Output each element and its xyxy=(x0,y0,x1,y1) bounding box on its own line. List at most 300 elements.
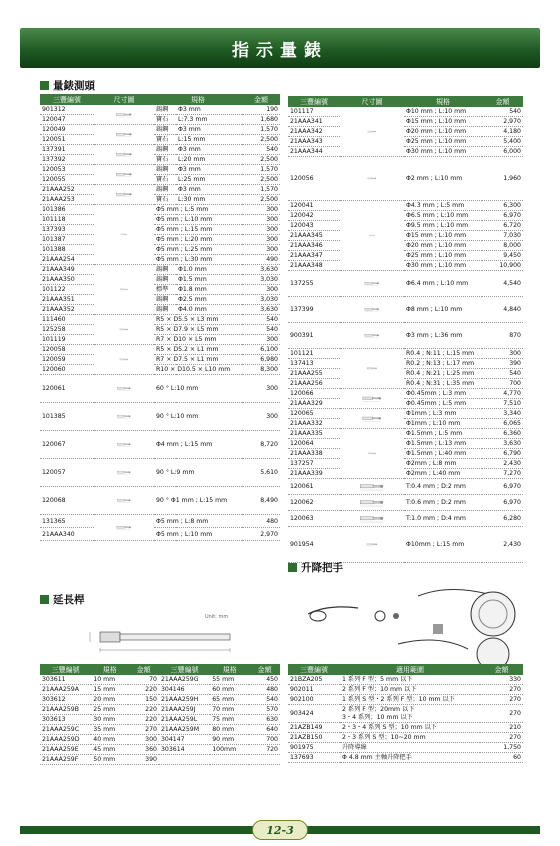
price-cell: 8,720 xyxy=(242,431,280,459)
application-cell: 升降導線 xyxy=(340,743,480,753)
page-number-text: 12-3 xyxy=(266,823,294,837)
price-cell: 3,630 xyxy=(482,439,523,449)
spec-cell: R0.4 ; N:11 ; L:15 mm xyxy=(404,349,482,359)
price-cell: 270 xyxy=(480,705,523,723)
table-row xyxy=(288,147,523,157)
table-row xyxy=(288,389,523,399)
table-row xyxy=(40,403,280,431)
spec-cell: T:0.4 mm ; D:2 mm xyxy=(404,479,482,495)
code-cell: 304147 xyxy=(159,735,210,745)
application-cell: 1 系列 F 型；5 mm 以下 xyxy=(340,675,480,685)
probe-drawing xyxy=(340,527,404,563)
price-cell: 60 xyxy=(480,753,523,763)
spec-cell: Φ3 mm xyxy=(176,105,242,115)
price-cell: 270 xyxy=(480,733,523,743)
code-cell: 120064 xyxy=(288,439,340,449)
probe-sketch xyxy=(94,468,154,477)
spec-cell: 90 ° L:9 mm xyxy=(154,459,242,487)
code-cell: 120042 xyxy=(288,211,340,221)
section-extension xyxy=(40,592,280,606)
spec-cell: Φ2.5 mm xyxy=(176,295,242,305)
spec-cell: L:25 mm xyxy=(176,175,242,185)
code-cell: 21AZB149 xyxy=(288,723,340,733)
table-row xyxy=(288,439,523,449)
code-cell: 21BZA205 xyxy=(288,675,340,685)
spec-cell: Φ6.4 mm ; L:10 mm xyxy=(404,271,482,297)
col-drawing: 尺寸圖 xyxy=(94,94,154,105)
table-row xyxy=(40,245,280,255)
table-row xyxy=(40,487,280,515)
application-cell: 2・3 系列 S 型；10~20 mm xyxy=(340,733,480,743)
spec-cell: Φ2mm ; L:8 mm xyxy=(404,459,482,469)
price-cell: 6,300 xyxy=(482,201,523,211)
probe-sketch xyxy=(340,305,404,314)
code-cell: 137413 xyxy=(288,359,340,369)
price-cell: 4,840 xyxy=(482,297,523,323)
material-cell: 寶石 xyxy=(154,115,176,125)
spec-cell: Φ4.0 mm xyxy=(176,305,242,315)
extension-rod-drawing xyxy=(40,608,280,670)
price-cell: 360 xyxy=(128,745,159,755)
probe-drawing xyxy=(94,125,154,145)
material-cell: 鎢鋼 xyxy=(154,275,176,285)
code-cell: 21AAA329 xyxy=(288,399,340,409)
price-cell: 270 xyxy=(128,725,159,735)
table-row xyxy=(40,335,280,345)
probe-sketch xyxy=(94,285,154,294)
spec-cell: Φ2mm ; L:40 mm xyxy=(404,469,482,479)
code-cell: 901954 xyxy=(288,527,340,563)
price-cell: 540 xyxy=(482,369,523,379)
price-cell: 3,030 xyxy=(242,295,280,305)
section-probes xyxy=(40,78,280,92)
table-row xyxy=(40,145,280,155)
probe-sketch xyxy=(94,440,154,449)
code-cell: 101121 xyxy=(288,349,340,359)
probe-drawing xyxy=(94,431,154,459)
material-cell: 鎢鋼 xyxy=(154,145,176,155)
table-row xyxy=(288,271,523,297)
table-row xyxy=(288,449,523,459)
table-row xyxy=(288,429,523,439)
spec-cell: Φ5 mm ; L:25 mm xyxy=(154,245,242,255)
table-row xyxy=(288,743,523,753)
application-cell: 2 系列 F 型；20mm 以下 3・4 系列；10 mm 以下 xyxy=(340,705,480,723)
table-row xyxy=(288,323,523,349)
table-row xyxy=(288,117,523,127)
col-application: 適用範圍 xyxy=(340,664,480,675)
spec-cell: Φ4 mm ; L:15 mm xyxy=(154,431,242,459)
table-row xyxy=(288,137,523,147)
spec-cell: Φ30 mm ; L:10 mm xyxy=(404,261,482,271)
table-row xyxy=(288,349,523,359)
price-cell: 540 xyxy=(249,695,280,705)
price-cell: 480 xyxy=(242,515,280,528)
price-cell: 300 xyxy=(242,245,280,255)
code-cell: 21AAA255 xyxy=(288,369,340,379)
price-cell: 300 xyxy=(242,403,280,431)
spec-cell: Φ5 mm ; L:10 mm xyxy=(154,215,242,225)
spec-cell: Φ10mm ; L:15 mm xyxy=(404,527,482,563)
code-cell: 21AAA259M xyxy=(159,725,210,735)
price-cell: 300 xyxy=(242,375,280,403)
price-cell: 2,500 xyxy=(242,195,280,205)
col-code: 三豐編號 xyxy=(288,664,340,675)
table-row xyxy=(40,185,280,195)
price-cell: 8,300 xyxy=(242,365,280,375)
material-cell: 寶石 xyxy=(154,155,176,165)
price-cell: 3,630 xyxy=(242,305,280,315)
code-cell: 120053 xyxy=(40,165,94,175)
code-cell: 903424 xyxy=(288,705,340,723)
probe-drawing xyxy=(94,487,154,515)
table-row xyxy=(288,695,523,705)
table-row xyxy=(40,105,280,115)
length-cell: 25 mm xyxy=(91,705,128,715)
col-price: 金額 xyxy=(242,94,280,105)
code-cell: 120051 xyxy=(40,135,94,145)
price-cell: 870 xyxy=(482,323,523,349)
spec-cell: Φ5 mm ; L:8 mm xyxy=(154,515,242,528)
code-cell: 901312 xyxy=(40,105,94,115)
spec-cell: Φ15 mm ; L:10 mm xyxy=(404,117,482,127)
probe-drawing xyxy=(340,157,404,201)
material-cell: 鎢鋼 xyxy=(154,305,176,315)
table-row xyxy=(40,528,280,541)
spec-cell: Φ5 mm ; L:10 mm xyxy=(154,528,242,541)
code-cell: 21AAA259F xyxy=(40,755,91,765)
price-cell: 7,510 xyxy=(482,399,523,409)
spec-cell: Φ6.5 mm ; L:10 mm xyxy=(404,211,482,221)
lifter-table xyxy=(288,664,523,763)
price-cell: 540 xyxy=(242,315,280,325)
price-cell: 2,500 xyxy=(242,155,280,165)
table-row xyxy=(288,527,523,563)
code-cell: 120061 xyxy=(288,479,340,495)
table-row xyxy=(40,355,280,365)
probe-drawing xyxy=(340,429,404,479)
table-row xyxy=(288,753,523,763)
table-header xyxy=(40,664,280,675)
length-cell: 75 mm xyxy=(210,715,249,725)
table-row xyxy=(40,195,280,205)
code-cell: 120062 xyxy=(288,495,340,511)
section-lifter xyxy=(288,560,523,574)
length-cell: 10 mm xyxy=(91,675,128,685)
table-row xyxy=(40,755,280,765)
code-cell: 120066 xyxy=(288,389,340,399)
probe-drawing xyxy=(94,459,154,487)
spec-cell: R0.4 ; N:21 ; L:25 mm xyxy=(404,369,482,379)
code-cell: 120043 xyxy=(288,221,340,231)
probe-drawing xyxy=(94,515,154,541)
code-cell: 101386 xyxy=(40,205,94,215)
table-row xyxy=(288,297,523,323)
price-cell: 270 xyxy=(480,685,523,695)
code-cell: 21AAA259J xyxy=(159,705,210,715)
price-cell: 540 xyxy=(242,325,280,335)
col-code: 三豐編號 xyxy=(40,94,94,105)
table-header xyxy=(288,664,523,675)
code-cell: 304146 xyxy=(159,685,210,695)
probe-sketch xyxy=(340,394,404,403)
code-cell: 120067 xyxy=(40,431,94,459)
material-cell: 寶石 xyxy=(154,195,176,205)
col-spec: 規格 xyxy=(154,94,242,105)
spec-cell: Φ4.3 mm ; L:5 mm xyxy=(404,201,482,211)
price-cell: 300 xyxy=(242,285,280,295)
spec-cell: Φ20 mm ; L:10 mm xyxy=(404,241,482,251)
price-cell: 6,065 xyxy=(482,419,523,429)
length-cell: 90 mm xyxy=(210,735,249,745)
price-cell: 6,100 xyxy=(242,345,280,355)
length-cell: 35 mm xyxy=(91,725,128,735)
price-cell: 220 xyxy=(128,705,159,715)
length-cell: 50 mm xyxy=(91,755,128,765)
price-cell: 6,360 xyxy=(482,429,523,439)
code-cell: 21AAA344 xyxy=(288,147,340,157)
code-cell: 21AAA259A xyxy=(40,685,91,695)
table-row xyxy=(40,375,280,403)
code-cell: 120068 xyxy=(40,487,94,515)
code-cell: 120047 xyxy=(40,115,94,125)
price-cell: 220 xyxy=(128,715,159,725)
code-cell: 21AAA259L xyxy=(159,715,210,725)
table-row xyxy=(40,745,280,755)
probe-drawing xyxy=(340,409,404,429)
price-cell: 4,770 xyxy=(482,389,523,399)
spec-cell: Φ3 mm xyxy=(176,125,242,135)
code-cell: 303612 xyxy=(40,695,91,705)
code-cell: 21AAA346 xyxy=(288,241,340,251)
code-cell: 901975 xyxy=(288,743,340,753)
table-row xyxy=(288,409,523,419)
code-cell: 111460 xyxy=(40,315,94,325)
code-cell: 902100 xyxy=(288,695,340,705)
probe-drawing xyxy=(340,323,404,349)
table-row xyxy=(288,107,523,117)
table-row xyxy=(288,241,523,251)
code-cell: 101388 xyxy=(40,245,94,255)
table-row xyxy=(288,459,523,469)
spec-cell: R5 × D5.2 × L1 mm xyxy=(154,345,242,355)
code-cell: 120065 xyxy=(288,409,340,419)
code-cell: 21AAA259H xyxy=(159,695,210,705)
table-row xyxy=(40,675,280,685)
table-row xyxy=(288,369,523,379)
table-row xyxy=(288,359,523,369)
price-cell: 390 xyxy=(128,755,159,765)
probe-drawing xyxy=(94,315,154,345)
table-row xyxy=(40,695,280,705)
spec-cell: Φ3 mm xyxy=(176,185,242,195)
table-row xyxy=(288,685,523,695)
probe-drawing xyxy=(94,375,154,403)
table-row xyxy=(288,733,523,743)
code-cell: 21AAA341 xyxy=(288,117,340,127)
code-cell: 120058 xyxy=(40,345,94,355)
probe-sketch xyxy=(340,231,404,240)
code-cell: 902011 xyxy=(288,685,340,695)
price-cell: 6,000 xyxy=(482,147,523,157)
table-row xyxy=(288,379,523,389)
table-row xyxy=(40,735,280,745)
col-price: 金額 xyxy=(480,664,523,675)
price-cell: 150 xyxy=(128,695,159,705)
code-cell: 21AAA254 xyxy=(40,255,94,265)
price-cell: 6,790 xyxy=(482,449,523,459)
price-cell: 300 xyxy=(242,215,280,225)
col-price: 金額 xyxy=(128,664,159,675)
price-cell: 7,270 xyxy=(482,469,523,479)
probe-sketch xyxy=(340,414,404,423)
table-row xyxy=(288,419,523,429)
table-header xyxy=(288,96,523,107)
table-row xyxy=(40,135,280,145)
table-row xyxy=(40,225,280,235)
table-row xyxy=(40,285,280,295)
code-cell: 137693 xyxy=(288,753,340,763)
probe-drawing xyxy=(94,403,154,431)
table-row xyxy=(40,315,280,325)
spec-cell: Φ25 mm ; L:10 mm xyxy=(404,251,482,261)
table-row xyxy=(40,459,280,487)
table-row xyxy=(40,345,280,355)
spec-cell: T:0.6 mm ; D:2 mm xyxy=(404,495,482,511)
spec-cell: Φ3 mm ; L:36 mm xyxy=(404,323,482,349)
table-row xyxy=(40,725,280,735)
code-cell: 21AAA335 xyxy=(288,429,340,439)
probe-sketch xyxy=(94,325,154,334)
table-row xyxy=(40,115,280,125)
unit-note: Unit: mm xyxy=(205,614,229,620)
probe-sketch xyxy=(94,384,154,393)
length-cell: 30 mm xyxy=(91,715,128,725)
material-cell: 鎢鋼 xyxy=(154,185,176,195)
probe-drawing xyxy=(94,185,154,205)
length-cell: 100mm xyxy=(210,745,249,755)
probe-sketch xyxy=(94,230,154,239)
probe-sketch xyxy=(340,498,404,507)
code-cell: 21AAA349 xyxy=(40,265,94,275)
spec-cell: Φ5 mm ; L:20 mm xyxy=(154,235,242,245)
price-cell: 640 xyxy=(249,725,280,735)
code-cell: 21AAA338 xyxy=(288,449,340,459)
code-cell: 137255 xyxy=(288,271,340,297)
price-cell: 5,610 xyxy=(242,459,280,487)
code-cell: 21AAA350 xyxy=(40,275,94,285)
price-cell: 8,490 xyxy=(242,487,280,515)
price-cell: 1,570 xyxy=(242,165,280,175)
code-cell: 21AAA339 xyxy=(288,469,340,479)
code-cell: 21AAA343 xyxy=(288,137,340,147)
code-cell: 303613 xyxy=(40,715,91,725)
table-row xyxy=(288,511,523,527)
code-cell: 120059 xyxy=(40,355,94,365)
table-row xyxy=(40,305,280,315)
section-square-icon xyxy=(288,563,297,572)
price-cell: 2,500 xyxy=(242,175,280,185)
code-cell: 137393 xyxy=(40,225,94,235)
price-cell: 3,630 xyxy=(242,265,280,275)
price-cell xyxy=(249,755,280,765)
code-cell: 120061 xyxy=(40,375,94,403)
length-cell: 20 mm xyxy=(91,695,128,705)
price-cell: 2,970 xyxy=(482,117,523,127)
code-cell: 21AAA259B xyxy=(40,705,91,715)
code-cell: 21AAA347 xyxy=(288,251,340,261)
table-row xyxy=(40,431,280,459)
code-cell xyxy=(159,755,210,765)
code-cell: 21AAA259E xyxy=(40,745,91,755)
code-cell: 120057 xyxy=(40,459,94,487)
code-cell: 303611 xyxy=(40,675,91,685)
code-cell: 137399 xyxy=(288,297,340,323)
table-row xyxy=(288,399,523,409)
spec-cell: R0.2 ; N:13 ; L:17 mm xyxy=(404,359,482,369)
price-cell: 300 xyxy=(242,235,280,245)
spec-cell: Φ5 mm ; L:15 mm xyxy=(154,225,242,235)
code-cell: 21AAA352 xyxy=(40,305,94,315)
probe-sketch xyxy=(340,514,404,523)
probe-drawing xyxy=(340,495,404,511)
section-square-icon xyxy=(40,595,49,604)
price-cell: 300 xyxy=(242,205,280,215)
spec-cell: Φ1.8 mm xyxy=(176,285,242,295)
probe-drawing xyxy=(340,389,404,409)
section-square-icon xyxy=(40,81,49,90)
spec-cell: Φ20 mm ; L:10 mm xyxy=(404,127,482,137)
spec-cell: Φ2 mm ; L:10 mm xyxy=(404,157,482,201)
col-code: 三豐編號 xyxy=(288,96,340,107)
table-row xyxy=(288,495,523,511)
code-cell: 303614 xyxy=(159,745,210,755)
spec-cell: 90 ° Φ1 mm ; L:15 mm xyxy=(154,487,242,515)
code-cell: 120041 xyxy=(288,201,340,211)
probe-sketch xyxy=(94,523,154,532)
price-cell: 300 xyxy=(242,335,280,345)
length-cell: 70 mm xyxy=(210,705,249,715)
table-row xyxy=(288,251,523,261)
probe-sketch xyxy=(94,355,154,364)
spec-cell: Φ0.45mm ; L:5 mm xyxy=(404,399,482,409)
probe-drawing xyxy=(340,201,404,271)
table-row xyxy=(40,125,280,135)
material-cell: 標準 xyxy=(154,285,176,295)
price-cell: 1,680 xyxy=(242,115,280,125)
code-cell: 21AAA351 xyxy=(40,295,94,305)
length-cell: 40 mm xyxy=(91,735,128,745)
price-cell: 3,030 xyxy=(242,275,280,285)
application-cell: Φ 4.8 mm 主軸升降把手 xyxy=(340,753,480,763)
price-cell: 220 xyxy=(128,685,159,695)
table-row xyxy=(288,211,523,221)
code-cell: 125258 xyxy=(40,325,94,335)
table-row xyxy=(288,479,523,495)
lifter-table-wrap xyxy=(288,664,523,763)
left-column xyxy=(40,78,280,541)
code-cell: 21AAA332 xyxy=(288,419,340,429)
table-row xyxy=(288,675,523,685)
code-cell: 101119 xyxy=(40,335,94,345)
probe-drawing xyxy=(340,349,404,389)
probe-sketch xyxy=(94,496,154,505)
length-cell: 15 mm xyxy=(91,685,128,695)
probe-sketch xyxy=(340,540,404,549)
extension-table-wrap xyxy=(40,664,280,765)
material-cell: 鎢鋼 xyxy=(154,125,176,135)
spec-cell: 90 ° L:10 mm xyxy=(154,403,242,431)
